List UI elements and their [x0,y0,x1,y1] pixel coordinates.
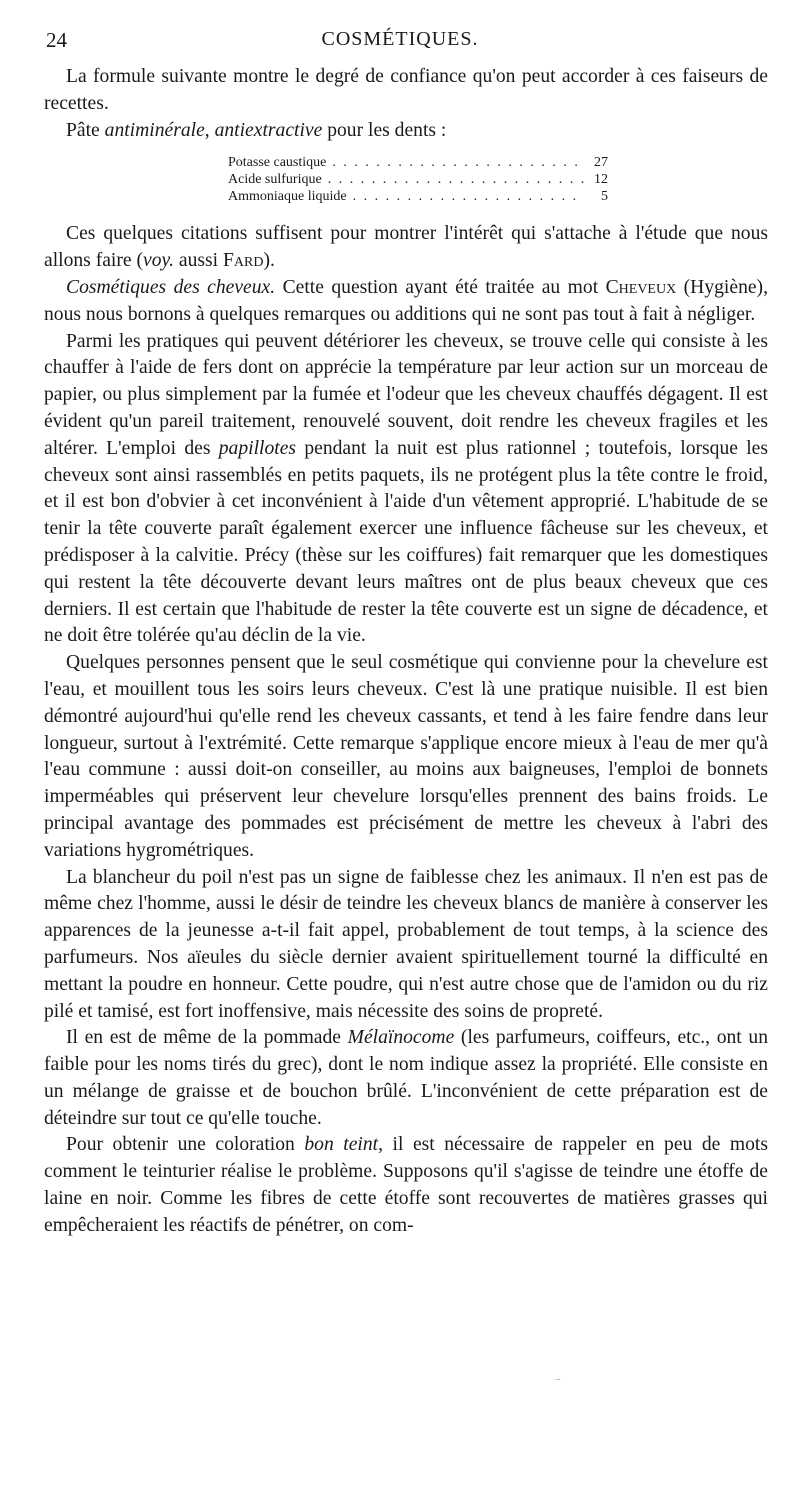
leader-dots [353,188,584,205]
leader-dots [332,154,584,171]
running-title: COSMÉTIQUES. [321,28,479,50]
paragraph-citations: Ces quelques citations suffisent pour montrer l'intérêt qui s'attache à l'étude que nous allons faire (voy. aussi Fard). [44,223,768,272]
paragraph-heating-practices: Parmi les pratiques qui peuvent détériorer les cheveux, se trouve celle qui consiste à les chauffer à l'aide de fers dont on apprécie la température par leur action sur un morceau de papier, ou plus simplement par la fumée et l'odeur que les cheveux chauffés dégagent. Il est évident qu'un pareil traitement, renouvelé souvent, doit rendre les cheveux fragiles et les altérer. L'emploi des papillotes pendant la nuit est plus rationnel ; toutefois, lorsque les cheveux sont ainsi rassemblés en petits paquets, ils ne protégent plus la tête contre le froid, et il est bon d'obvier à cet inconvénient à l'aide d'un vêtement approprié. L'habitude de se tenir la tête couverte paraît également exercer une influence fâcheuse sur les cheveux, et prédisposer à la calvitie. Précy (thèse sur les coiffures) fait remarquer que les domestiques qui restent la tête découverte devant leurs maîtres ont de plus beaux cheveux que ces derniers. Il est certain que l'habitude de rester la tête couverte est un signe de décadence, et ne doit être tolérée qu'au déclin de la vie. [44,330,768,647]
recipe-quantity: 12 [594,172,608,188]
recipe-row [228,154,608,171]
recipe-list [228,154,608,205]
paragraph-formula-intro: La formule suivante montre le degré de confiance qu'on peut accorder à ces faiseurs de recettes. [44,66,768,114]
page-number: 24 [46,28,67,52]
recipe-ingredient: Potasse caustique [228,155,327,171]
paragraph-paste-title: Pâte antiminérale, antiextractive pour les dents : [66,119,447,141]
recipe-quantity: 27 [594,155,608,171]
recipe-row [228,171,608,188]
page-header [46,28,754,58]
paragraph-whiteness: La blancheur du poil n'est pas un signe de faiblesse chez les animaux. Il n'en est pas de même chez l'homme, aussi le désir de teindre les cheveux blancs de manière à conserver les apparences de la jeunesse a-t-il fait appel, probablement de tout temps, à la science des parfumeurs. Nos aïeules du siècle dernier avaient spirituellement tourné la difficulté en mettant la poudre en honneur. Cette poudre, qui n'est autre chose que de l'amidon ou du riz pilé et tamisé, est fort inoffensive, mais nécessite des soins de propreté. [44,866,768,1022]
paragraph-dyeing: Pour obtenir une coloration bon teint, il est nécessaire de rappeler en peu de mots comment le teinturier réalise le problème. Supposons qu'il s'agisse de teindre une étoffe de laine en noir. Comme les fibres de cette étoffe sont recouvertes de matières grasses qui empêcheraient les réactifs de pénétrer, on com- [44,1134,768,1236]
section-heading: Cosmétiques des cheveux. [66,276,276,298]
recipe-ingredient: Acide sulfurique [228,172,322,188]
paragraph-hair-cosmetics: Cosmétiques des cheveux. Cette question ayant été traitée au mot Cheveux (Hygiène), nous nous bornons à quelques remarques ou additions qui ne sont pas tout à fait à négliger. [44,276,768,325]
paragraph-melainocome: Il en est de même de la pommade Mélaïnocome (les parfumeurs, coiffeurs, etc., ont un faible pour les noms tirés du grec), dont le nom indique assez la propriété. Elle consiste en un mélange de graisse et de bouchon brûlé. L'inconvénient de cette préparation est de déteindre sur tout ce qu'elle touche. [44,1027,768,1129]
recipe-ingredient: Ammoniaque liquide [228,189,347,205]
leader-dots [328,171,584,188]
recipe-row [228,188,608,205]
recipe-quantity: 5 [601,189,608,205]
stray-print-mark: ‾ [556,1378,560,1392]
body-text [44,64,768,1240]
paragraph-water: Quelques personnes pensent que le seul cosmétique qui convienne pour la chevelure est l'eau, et mouillent tous les soirs leurs cheveux. C'est là une pratique nuisible. Il est bien démontré aujourd'hui qu'elle rend les cheveux cassants, et tend à les faire fendre dans leur longueur, surtout à l'extrémité. Cette remarque s'applique encore mieux à l'eau de mer qu'à l'eau commune : aussi doit-on conseiller, au moins aux baigneuses, l'emploi de bonnets imperméables qui préservent leur chevelure lorsqu'elles prennent des bains froids. Le principal avantage des pommades est précisément de mettre les cheveux à l'abri des variations hygrométriques. [44,652,768,861]
